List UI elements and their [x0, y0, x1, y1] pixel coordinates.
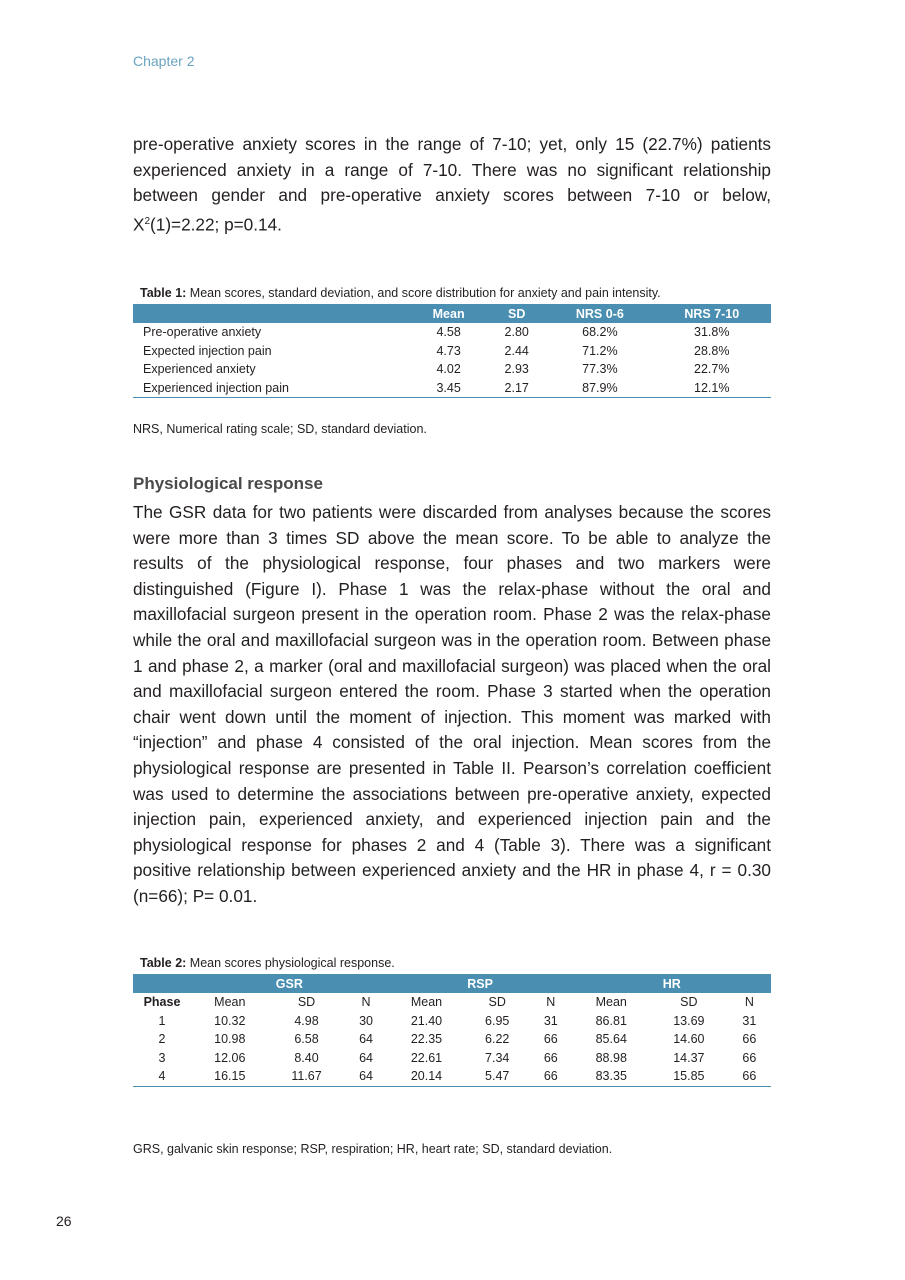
table2-cell: 31 [742, 1013, 757, 1028]
table2-subheader-cell: Mean [214, 995, 246, 1010]
table2-cell: 83.35 [572, 1067, 650, 1086]
table2-cell: 2 [158, 1032, 166, 1047]
table2-group-cell [133, 974, 191, 993]
table1-cell: 87.9% [547, 379, 652, 398]
table2-cell: 15.85 [650, 1067, 728, 1086]
table1-cell: 77.3% [582, 362, 618, 377]
table1-cell: Expected injection pain [143, 343, 272, 358]
table2-cell: 64 [359, 1050, 373, 1065]
table1-cell: 22.7% [694, 362, 730, 377]
table1-header-cell: NRS 0-6 [547, 304, 652, 323]
table2-cell: 85.64 [595, 1032, 627, 1047]
table2-cell: 6.22 [485, 1032, 510, 1047]
table2-cell: 21.40 [410, 1013, 443, 1028]
table2-subheader-cell: SD [297, 995, 316, 1010]
table2-subheader-cell: Mean [595, 995, 627, 1010]
table2-cell: 20.14 [388, 1067, 466, 1086]
table2-cell: 66 [543, 1050, 558, 1065]
table1-cell: Experienced anxiety [143, 362, 256, 377]
table2-cell: 13.69 [673, 1013, 705, 1028]
section-heading: Physiological response [133, 474, 323, 493]
table2-cell: 66 [728, 1067, 771, 1086]
table-row [133, 323, 771, 342]
table2-subheader-cell: Mean [410, 995, 443, 1010]
table2 [133, 974, 771, 1087]
table2-footnote: GRS, galvanic skin response; RSP, respiration; HR, heart rate; SD, standard deviation. [133, 1142, 613, 1156]
table2-cell: 11.67 [269, 1067, 345, 1086]
table1-cell: 31.8% [694, 325, 730, 340]
table1-header-cell [133, 304, 411, 323]
table1-cell: 12.1% [653, 379, 771, 398]
table2-subheader-cell: Phase [143, 995, 181, 1010]
table2-cell: 14.60 [673, 1032, 705, 1047]
table2-cell: 4 [133, 1067, 191, 1086]
table1-footnote: NRS, Numerical rating scale; SD, standard deviation. [133, 422, 427, 436]
table1 [133, 304, 771, 398]
table2-cell: 14.37 [673, 1050, 705, 1065]
table2-subheader-cell: SD [488, 995, 506, 1010]
table2-cell: 7.34 [485, 1050, 510, 1065]
table2-subheader-row [133, 993, 771, 1012]
table1-cell: 2.44 [504, 343, 529, 358]
table2-cell: 16.15 [191, 1067, 269, 1086]
table2-subheader-cell: N [546, 995, 556, 1010]
table1-cell: 3.45 [411, 379, 486, 398]
table2-caption-label: Table 2: [140, 956, 187, 970]
table2-subheader-cell: N [361, 995, 371, 1010]
table2-cell: 1 [158, 1013, 166, 1028]
table2-cell: 86.81 [595, 1013, 627, 1028]
table2-group-row [133, 974, 771, 993]
table-row [133, 342, 771, 361]
paragraph-intro [133, 132, 771, 238]
table1-cell: 71.2% [582, 343, 618, 358]
table-row [133, 360, 771, 379]
chi-square-superscript: 2 [144, 215, 151, 227]
table1-cell: Experienced injection pain [133, 379, 411, 398]
table1-caption-label: Table 1: [140, 286, 187, 300]
table2-cell: 8.40 [294, 1050, 319, 1065]
table2-cell: 64 [344, 1067, 387, 1086]
table1-cell: 2.93 [504, 362, 529, 377]
table1-header-cell: SD [486, 304, 547, 323]
table2-group-cell: GSR [191, 974, 388, 993]
table1-cell: 68.2% [582, 325, 618, 340]
table2-cell: 10.32 [214, 1013, 246, 1028]
table2-cell: 66 [543, 1032, 558, 1047]
table1-header-cell: Mean [411, 304, 486, 323]
table1-cell: 28.8% [694, 343, 730, 358]
table2-caption-text: Mean scores physiological response. [186, 956, 395, 970]
table-row [133, 1030, 771, 1049]
table2-cell: 64 [359, 1032, 373, 1047]
table-row [133, 1049, 771, 1068]
table2-cell: 30 [359, 1013, 373, 1028]
table1-caption [140, 286, 661, 300]
table2-cell: 22.35 [410, 1032, 443, 1047]
table2-caption [140, 956, 395, 970]
table2-group-cell: RSP [388, 974, 573, 993]
table2-cell: 3 [158, 1050, 166, 1065]
table2-cell: 66 [742, 1032, 757, 1047]
table2-subheader-cell: N [744, 995, 754, 1010]
table2-cell: 5.47 [465, 1067, 529, 1086]
table2-cell: 6.58 [294, 1032, 319, 1047]
table1-cell: 4.02 [436, 362, 461, 377]
running-header: Chapter 2 [133, 53, 195, 69]
table2-cell: 22.61 [410, 1050, 443, 1065]
table2-cell: 66 [529, 1067, 572, 1086]
table1-header-row [133, 304, 771, 323]
table-row [133, 1012, 771, 1031]
table2-cell: 31 [543, 1013, 558, 1028]
table1-header-cell: NRS 7-10 [653, 304, 771, 323]
table2-cell: 10.98 [214, 1032, 246, 1047]
paragraph-intro-text: pre-operative anxiety scores in the range of 7-10; yet, only 15 (22.7%) patients experienced anxiety in a range of 7-10. There was no significant relationship between gender and pre-operative anxiety scores between 7-10 or below, X [133, 134, 771, 235]
table1-cell: 2.17 [486, 379, 547, 398]
table-row [133, 379, 771, 398]
table-row [133, 1067, 771, 1086]
table1-cell: 2.80 [504, 325, 529, 340]
table2-cell: 88.98 [595, 1050, 627, 1065]
table1-cell: 4.58 [436, 325, 461, 340]
table2-cell: 6.95 [485, 1013, 510, 1028]
table2-group-cell: HR [572, 974, 771, 993]
table1-cell: 4.73 [436, 343, 461, 358]
table2-subheader-cell: SD [680, 995, 698, 1010]
table2-cell: 12.06 [214, 1050, 246, 1065]
table2-cell: 66 [742, 1050, 757, 1065]
table1-cell: Pre-operative anxiety [143, 325, 262, 340]
page-number: 26 [56, 1213, 72, 1229]
paragraph-intro-end: (1)=2.22; p=0.14. [150, 214, 282, 235]
paragraph-physiological: The GSR data for two patients were discarded from analyses because the scores were more than 3 times SD above the mean score. To be able to analyze the results of the physiological response, four phases and two markers were distinguished (Figure I). Phase 1 was the relax-phase without the oral and maxillofacial surgeon present in the operation room. Phase 2 was the relax-phase while the oral and maxillofacial surgeon was in the operation room. Between phase 1 and phase 2, a marker (oral and maxillofacial surgeon) was placed when the oral and maxillofacial surgeon entered the room. Phase 3 started when the operation chair went down until the moment of injection. This moment was marked with “injection” and phase 4 consisted of the oral injection. Mean scores from the physiological response are presented in Table II. Pearson’s correlation coefficient was used to determine the associations between pre-operative anxiety, expected injection pain, experienced anxiety, and experienced injection pain and the physiological response for phases 2 and 4 (Table 3). There was a significant positive relationship between experienced anxiety and the HR in phase 4, r = 0.30 (n=66); P= 0.01. [133, 502, 771, 906]
table2-cell: 4.98 [294, 1013, 319, 1028]
table1-caption-text: Mean scores, standard deviation, and score distribution for anxiety and pain intensity. [186, 286, 661, 300]
